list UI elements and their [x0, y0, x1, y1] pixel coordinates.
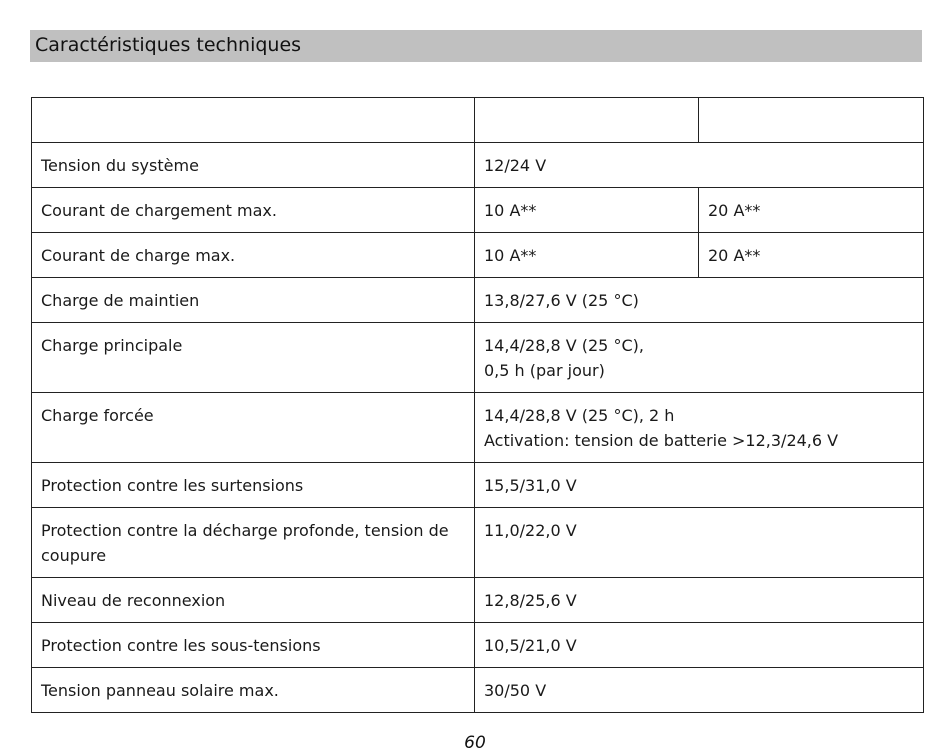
specifications-table: [31, 97, 924, 713]
row-label: Courant de chargement max.: [32, 188, 475, 233]
row-value-model-b: 20 A**: [699, 188, 924, 233]
row-label: Courant de charge max.: [32, 233, 475, 278]
table-row: [32, 188, 924, 233]
header-cell-model-a: [475, 98, 699, 143]
table-row: [32, 393, 924, 463]
row-value: 10,5/21,0 V: [475, 623, 924, 668]
row-value: 12/24 V: [475, 143, 924, 188]
section-title: Caractéristiques techniques: [35, 34, 302, 56]
row-value: 13,8/27,6 V (25 °C): [475, 278, 924, 323]
row-label: Protection contre les sous-tensions: [32, 623, 475, 668]
row-value-model-a: 10 A**: [475, 233, 699, 278]
table-row: [32, 143, 924, 188]
table-header-row: [32, 98, 924, 143]
row-label: Tension du système: [32, 143, 475, 188]
row-value-model-b: 20 A**: [699, 233, 924, 278]
header-cell-label: [32, 98, 475, 143]
table-row: [32, 578, 924, 623]
table-row: [32, 668, 924, 713]
row-value-line-2: Activation: tension de batterie >12,3/24,6 V: [484, 431, 839, 450]
row-label: Charge principale: [32, 323, 475, 393]
row-label: Protection contre la décharge profonde, tension de coupure: [32, 508, 475, 578]
row-label: Niveau de reconnexion: [32, 578, 475, 623]
page-number: 60: [464, 733, 486, 753]
row-label: Charge forcée: [32, 393, 475, 463]
row-value: 30/50 V: [475, 668, 924, 713]
table-row: [32, 278, 924, 323]
row-value-model-a: 10 A**: [475, 188, 699, 233]
row-label: Protection contre les surtensions: [32, 463, 475, 508]
row-value-line-2: 0,5 h (par jour): [484, 361, 605, 380]
row-value-line-1: 14,4/28,8 V (25 °C), 2 h: [484, 406, 675, 425]
table-row: [32, 508, 924, 578]
row-value: 11,0/22,0 V: [475, 508, 924, 578]
row-value: 15,5/31,0 V: [475, 463, 924, 508]
table-row: [32, 233, 924, 278]
row-value: 12,8/25,6 V: [475, 578, 924, 623]
table-row: [32, 323, 924, 393]
row-value: [475, 323, 924, 393]
row-value-line-1: 14,4/28,8 V (25 °C),: [484, 336, 644, 355]
table-row: [32, 463, 924, 508]
section-header-bar: [30, 30, 922, 62]
row-label: Tension panneau solaire max.: [32, 668, 475, 713]
row-value: [475, 393, 924, 463]
row-label: Charge de maintien: [32, 278, 475, 323]
table-row: [32, 623, 924, 668]
header-cell-model-b: [699, 98, 924, 143]
